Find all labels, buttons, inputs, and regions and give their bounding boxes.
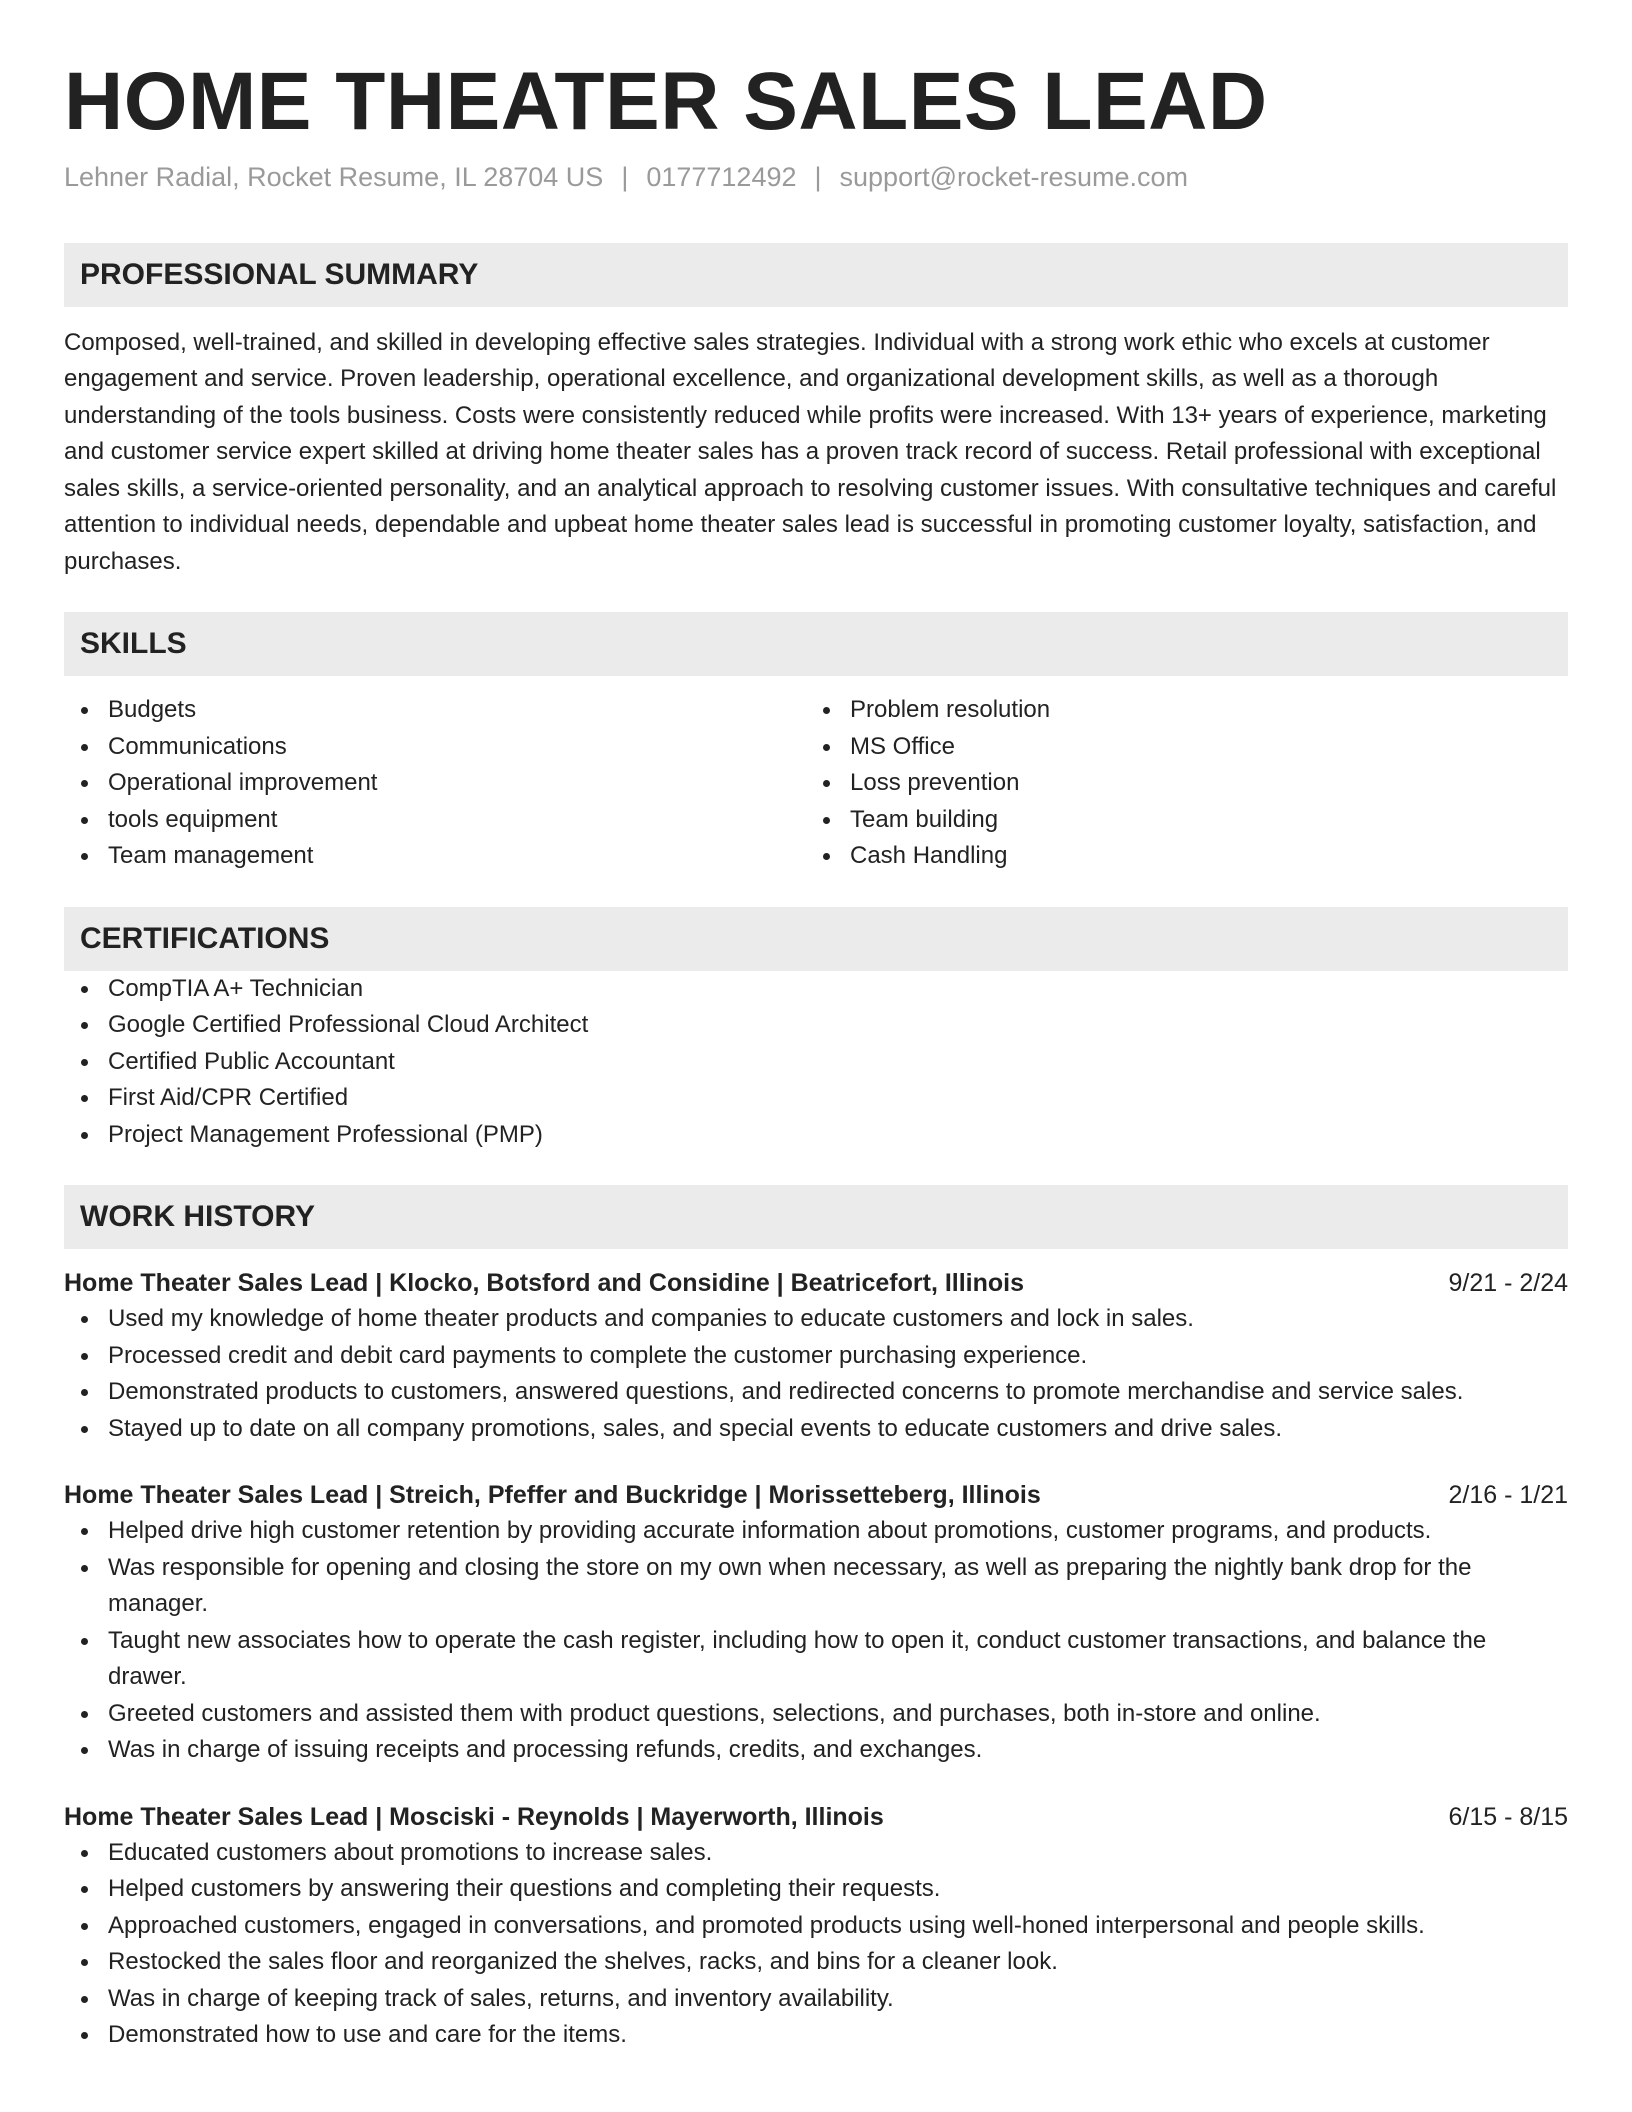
job-bullet: Taught new associates how to operate the cash register, including how to open it, conduct customer transactions, and balance the drawer. bbox=[64, 1623, 1568, 1696]
candidate-name: HOME THEATER SALES LEAD bbox=[64, 56, 1268, 147]
certification-item: Certified Public Accountant bbox=[64, 1044, 1568, 1081]
job-heading-row bbox=[64, 1477, 1568, 1513]
contact-email: support@rocket-resume.com bbox=[839, 161, 1189, 192]
skill-item: Operational improvement bbox=[64, 765, 806, 802]
job-bullet: Demonstrated products to customers, answered questions, and redirected concerns to promote merchandise and service sales. bbox=[64, 1374, 1568, 1411]
skill-item: Problem resolution bbox=[806, 692, 1548, 729]
certification-item: Project Management Professional (PMP) bbox=[64, 1117, 1568, 1154]
job-bullet: Educated customers about promotions to increase sales. bbox=[64, 1835, 1568, 1872]
job-dates: 2/16 - 1/21 bbox=[1448, 1481, 1568, 1510]
section-header-work-history: WORK HISTORY bbox=[64, 1185, 1568, 1249]
contact-address: Lehner Radial, Rocket Resume, IL 28704 US bbox=[64, 161, 604, 192]
contact-separator: | bbox=[814, 161, 822, 192]
job-bullet: Greeted customers and assisted them with product questions, selections, and purchases, both in-store and online. bbox=[64, 1696, 1568, 1733]
skill-item: Team management bbox=[64, 838, 806, 875]
job-bullet: Demonstrated how to use and care for the items. bbox=[64, 2017, 1568, 2054]
job-dates: 6/15 - 8/15 bbox=[1448, 1802, 1568, 1831]
contact-line bbox=[64, 162, 1568, 193]
job-bullet-list bbox=[64, 1835, 1568, 2054]
job-bullet: Processed credit and debit card payments to complete the customer purchasing experience. bbox=[64, 1338, 1568, 1375]
job-bullet: Was in charge of keeping track of sales, returns, and inventory availability. bbox=[64, 1981, 1568, 2018]
skills-column-left bbox=[64, 692, 806, 875]
job-bullet: Was in charge of issuing receipts and processing refunds, credits, and exchanges. bbox=[64, 1732, 1568, 1769]
skill-item: Team building bbox=[806, 802, 1548, 839]
job-bullet: Stayed up to date on all company promotions, sales, and special events to educate customers and drive sales. bbox=[64, 1411, 1568, 1448]
skill-item: Cash Handling bbox=[806, 838, 1548, 875]
job-entry bbox=[64, 1265, 1568, 1447]
job-bullet: Restocked the sales floor and reorganized the shelves, racks, and bins for a cleaner look. bbox=[64, 1944, 1568, 1981]
skills-column-right bbox=[806, 692, 1548, 875]
job-title: Home Theater Sales Lead | Klocko, Botsford and Considine | Beatricefort, Illinois bbox=[64, 1269, 1025, 1298]
contact-separator: | bbox=[621, 161, 629, 192]
job-bullet: Approached customers, engaged in conversations, and promoted products using well-honed interpersonal and people skills. bbox=[64, 1908, 1568, 1945]
job-title: Home Theater Sales Lead | Streich, Pfeffer and Buckridge | Morissetteberg, Illinois bbox=[64, 1481, 1041, 1510]
certification-item: CompTIA A+ Technician bbox=[64, 971, 1568, 1008]
summary-text: Composed, well-trained, and skilled in developing effective sales strategies. Individual with a strong work ethic who excels at customer engagement and service. Proven leadership, operational excellence, and organizational development skills, as well as a thorough understanding of the tools business. Costs were consistently reduced while profits were increased. With 13+ years of experience, marketing and customer service expert skilled at driving home theater sales has a proven track record of success. Retail professional with exceptional sales skills, a service-oriented personality, and an analytical approach to resolving customer issues. With consultative techniques and careful attention to individual needs, dependable and upbeat home theater sales lead is successful in promoting customer loyalty, satisfaction, and purchases. bbox=[64, 328, 1557, 575]
skills-grid bbox=[64, 692, 1568, 875]
certification-list bbox=[64, 971, 1568, 1154]
contact-phone: 0177712492 bbox=[646, 161, 797, 192]
job-heading-row bbox=[64, 1265, 1568, 1301]
skill-item: MS Office bbox=[806, 729, 1548, 766]
skill-item: Budgets bbox=[64, 692, 806, 729]
certification-item: First Aid/CPR Certified bbox=[64, 1080, 1568, 1117]
job-title: Home Theater Sales Lead | Mosciski - Reynolds | Mayerworth, Illinois bbox=[64, 1802, 884, 1831]
job-bullet-list bbox=[64, 1301, 1568, 1447]
job-bullet: Used my knowledge of home theater products and companies to educate customers and lock in sales. bbox=[64, 1301, 1568, 1338]
skill-item: tools equipment bbox=[64, 802, 806, 839]
section-header-skills: SKILLS bbox=[64, 612, 1568, 676]
job-bullet-list bbox=[64, 1513, 1568, 1769]
job-heading-row bbox=[64, 1799, 1568, 1835]
job-entry bbox=[64, 1477, 1568, 1769]
job-bullet: Helped drive high customer retention by providing accurate information about promotions, customer programs, and products. bbox=[64, 1513, 1568, 1550]
skill-item: Communications bbox=[64, 729, 806, 766]
section-header-summary: PROFESSIONAL SUMMARY bbox=[64, 243, 1568, 307]
skill-item: Loss prevention bbox=[806, 765, 1548, 802]
job-dates: 9/21 - 2/24 bbox=[1448, 1269, 1568, 1298]
job-bullet: Was responsible for opening and closing the store on my own when necessary, as well as preparing the nightly bank drop for the manager. bbox=[64, 1550, 1568, 1623]
job-bullet: Helped customers by answering their questions and completing their requests. bbox=[64, 1871, 1568, 1908]
certification-item: Google Certified Professional Cloud Architect bbox=[64, 1007, 1568, 1044]
section-header-certifications: CERTIFICATIONS bbox=[64, 907, 1568, 971]
job-entry bbox=[64, 1799, 1568, 2054]
